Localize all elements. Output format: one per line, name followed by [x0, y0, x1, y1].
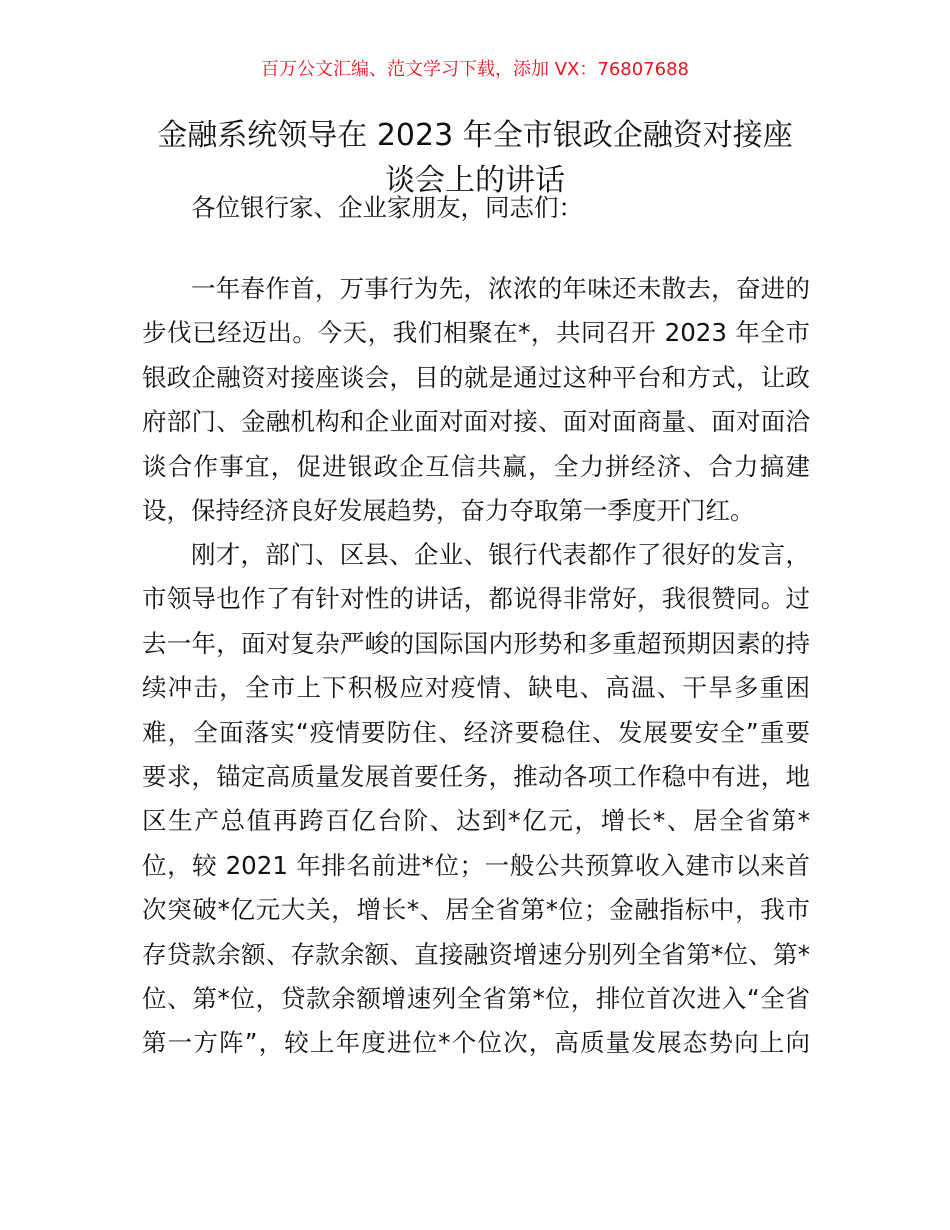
text-line: 去一年，面对复杂严峻的国际国内形势和多重超预期因素的持	[142, 628, 810, 658]
title-line: 谈会上的讲话	[385, 163, 565, 198]
text-line: 刚才，部门、区县、企业、银行代表都作了很好的发言，	[191, 540, 810, 569]
text-line: 设，保持经济良好发展趋势，奋力夺取第一季度开门红。	[142, 495, 755, 525]
title-line: 金融系统领导在 2023 年全市银政企融资对接座	[157, 118, 793, 153]
text-line: 一年春作首，万事行为先，浓浓的年味还未散去，奋进的	[191, 274, 810, 303]
text-line: 存贷款余额、存款余额、直接融资增速分别列全省第*位、第*	[142, 939, 810, 969]
text-line: 第一方阵”，较上年度进位*个位次，高质量发展态势向上向	[142, 1028, 810, 1058]
greeting	[142, 186, 810, 230]
text-line: 步伐已经迈出。今天，我们相聚在*，共同召开 2023 年全市	[142, 318, 810, 348]
greeting-line: 各位银行家、企业家朋友，同志们：	[191, 193, 583, 222]
text-line: 区生产总值再跨百亿台阶、达到*亿元，增长*、居全省第*	[142, 806, 810, 836]
text-line: 银政企融资对接座谈会，目的就是通过这种平台和方式，让政	[142, 362, 810, 392]
text-line: 市领导也作了有针对性的讲话，都说得非常好，我很赞同。过	[142, 584, 810, 614]
paragraph-1	[142, 267, 810, 533]
text-line: 位，较 2021 年排名前进*位；一般公共预算收入建市以来首	[142, 850, 810, 880]
text-line: 续冲击，全市上下积极应对疫情、缺电、高温、干旱多重困	[142, 673, 810, 703]
paragraph-2	[142, 533, 810, 1066]
text-line: 谈合作事宜，促进银政企互信共赢，全力拼经济、合力搞建	[142, 451, 810, 481]
text-line: 要求，锚定高质量发展首要任务，推动各项工作稳中有进，地	[142, 761, 810, 791]
text-line: 难，全面落实“疫情要防住、经济要稳住、发展要安全”重要	[142, 717, 810, 747]
text-line: 府部门、金融机构和企业面对面对接、面对面商量、面对面洽	[142, 407, 810, 437]
header-notice: 百万公文汇编、范文学习下载，添加 VX：76807688	[261, 59, 689, 80]
text-line: 位、第*位，贷款余额增速列全省第*位，排位首次进入“全省	[142, 983, 810, 1013]
text-line: 次突破*亿元大关，增长*、居全省第*位；金融指标中，我市	[142, 895, 810, 925]
